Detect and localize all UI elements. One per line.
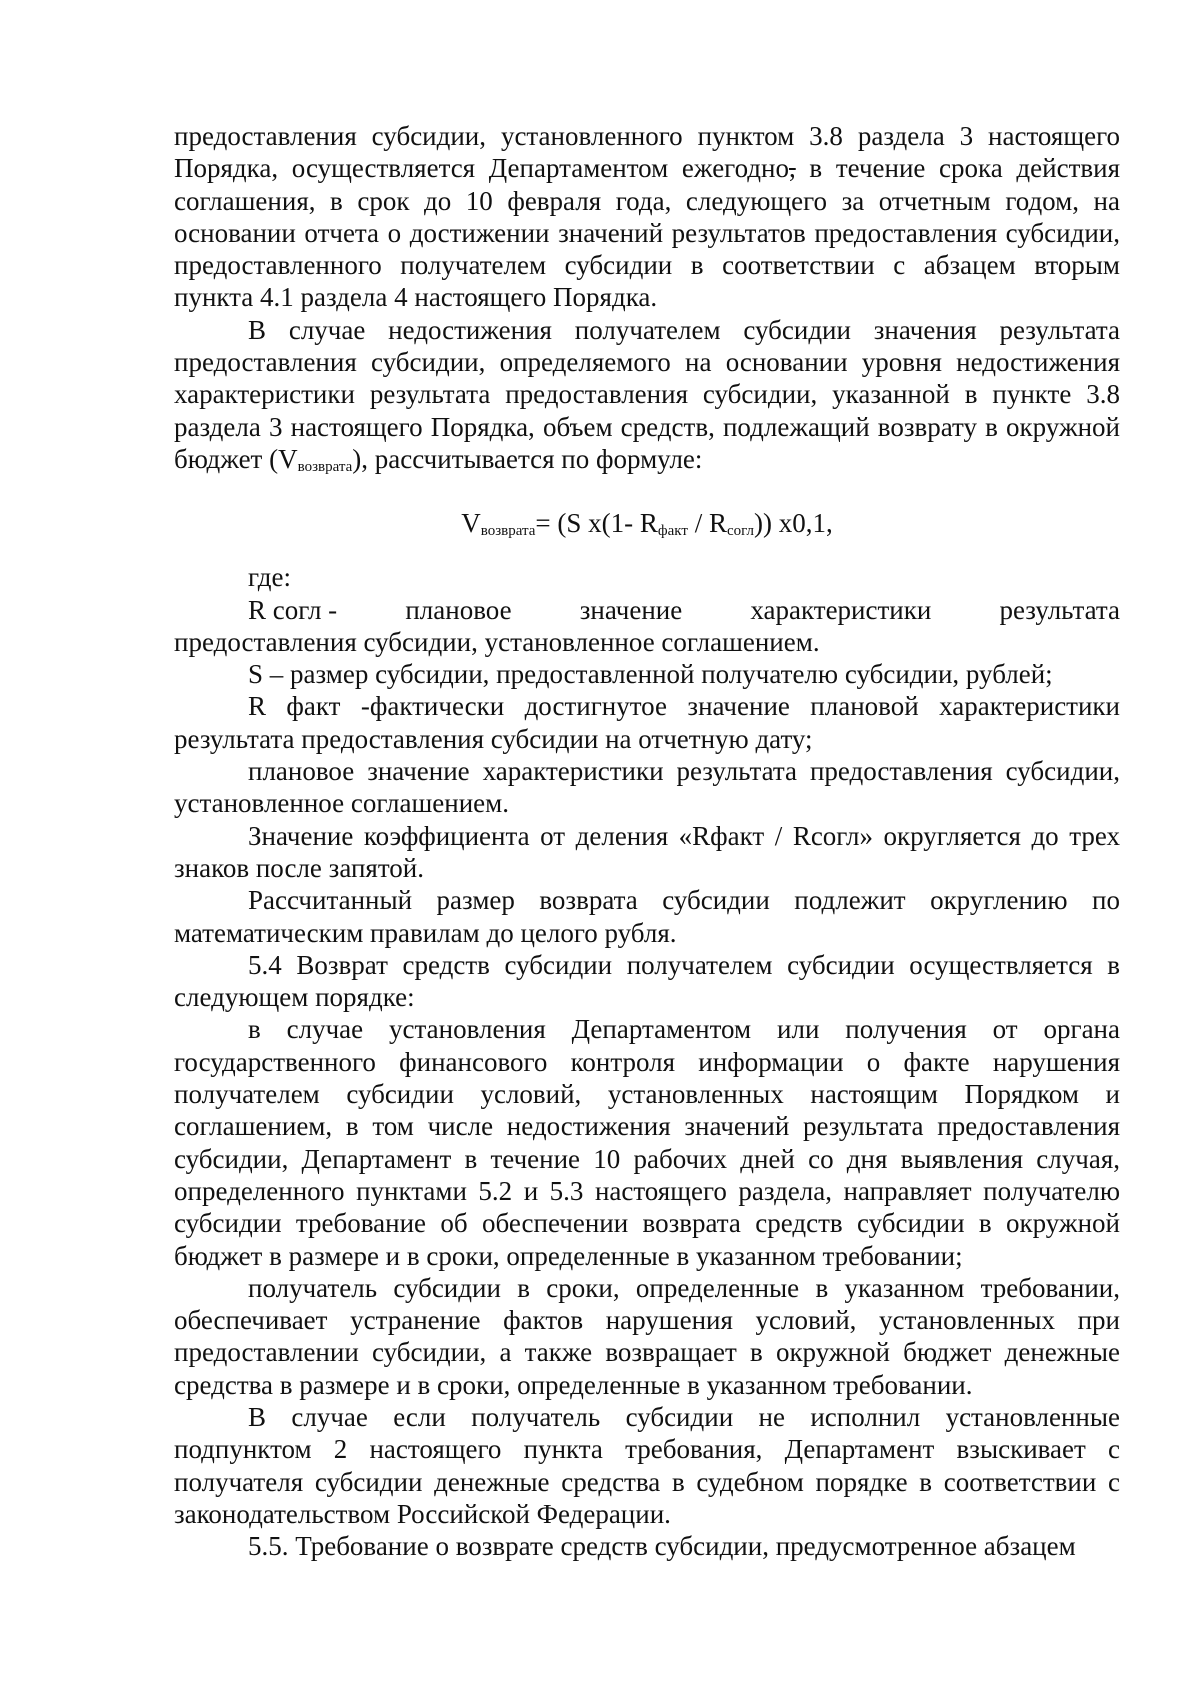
clause-5-4-sub-1: в случае установления Департаментом или получения от органа государственного финансового контроля информации о факте нарушения получателем субсидии условий, установленных настоящим Порядком и соглашением, в том числе недостижения значений результата предоставления субсидии, Департамент в течение 10 рабочих дней со дня выявления случая, определенного пунктами 5.2 и 5.3 настоящего раздела, направляет получателю субсидии требование об обеспечении возврата средств субсидии в окружной бюджет в размере и в сроки, определенные в указанном требовании;: [174, 1014, 1120, 1271]
v-return-subscript: возврата: [297, 458, 353, 475]
rfakt-definition: R факт -фактически достигнутое значение плановой характеристики результата предоставления субсидии на отчетную дату;: [174, 691, 1120, 754]
undercompletion-text: В случае недостижения получателем субсидии значения результата предоставления субсидии, определяемого на основании уровня недостижения характеристики результата предоставления субсидии, указанной в пункте 3.8 раздела 3 настоящего Порядка, объем средств, подлежащий возврату в окружной бюджет (V: [174, 314, 1120, 474]
clause-5-4: 5.4 Возврат средств субсидии получателем субсидии осуществляется в следующем порядке:: [174, 949, 1120, 1013]
formula-slash: / R: [687, 508, 727, 539]
rsogl-word-5: результата: [999, 594, 1120, 625]
plan-definition: плановое значение характеристики результата предоставления субсидии, установленное соглашением.: [174, 756, 1120, 819]
intro-text-2: в течение срока действия соглашения, в срок до 10 февраля года, следующего за отчетным годом, на основании отчета о достижении значений результатов предоставления субсидии, предоставленного получателем субсидии в соответствии с абзацем вторым пункта 4.1 раздела 4 настоящего Порядка.: [174, 153, 1120, 313]
document-page: [174, 120, 1120, 1562]
undercompletion-tail: ), рассчитывается по формуле:: [352, 443, 703, 474]
rsogl-word-2: плановое: [405, 594, 512, 625]
paragraph-undercompletion: [174, 314, 1120, 483]
s-definition: S – размер субсидии, предоставленной получателю субсидии, рублей;: [248, 659, 1053, 690]
clause-5-4-sub-2: получатель субсидии в сроки, определенные в указанном требовании, обеспечивает устранение фактов нарушения условий, установленных при предоставлении субсидии, а также возвращает в окружной бюджет денежные средства в размере и в сроки, определенные в указанном требовании.: [174, 1272, 1120, 1400]
rsogl-word-1: R согл -: [248, 594, 338, 625]
clause-5-5: 5.5. Требование о возврате средств субсидии, предусмотренное абзацем: [248, 1531, 1076, 1562]
where-label: где:: [248, 562, 291, 593]
formula-body: = (S x(1- R: [535, 508, 658, 539]
intro-text-1: предоставления субсидии, установленного пунктом 3.8 раздела 3 настоящего Порядка, осуществляется Департаментом ежегодно: [174, 121, 1120, 184]
formula-rfakt-subscript: факт: [657, 523, 688, 540]
return-rounding: Рассчитанный размер возврата субсидии подлежит округлению по математическим правилам до целого рубля.: [174, 885, 1120, 948]
return-formula: [174, 507, 1120, 547]
formula-v-subscript: возврата: [480, 523, 536, 540]
formula-v: V: [461, 508, 481, 539]
rsogl-word-4: характеристики: [750, 594, 932, 625]
formula-end: )) x0,1,: [754, 508, 833, 539]
rsogl-word-3: значение: [579, 594, 683, 625]
clause-5-4-sub-3: В случае если получатель субсидии не исполнил установленные подпунктом 2 настоящего пункта требования, Департамент взыскивает с получателя субсидии денежные средства в судебном порядке в соответствии с законодательством Российской Федерации.: [174, 1401, 1120, 1529]
paragraph-intro: [174, 120, 1120, 314]
rsogl-definition-line: [174, 594, 1120, 626]
formula-rsogl-subscript: согл: [726, 523, 754, 540]
coefficient-rounding: Значение коэффициента от деления «Rфакт / Rсогл» округляется до трех знаков после запятой.: [174, 820, 1120, 883]
struck-comma: ,: [788, 153, 796, 184]
rsogl-definition-continuation: предоставления субсидии, установленное соглашением.: [174, 626, 820, 657]
